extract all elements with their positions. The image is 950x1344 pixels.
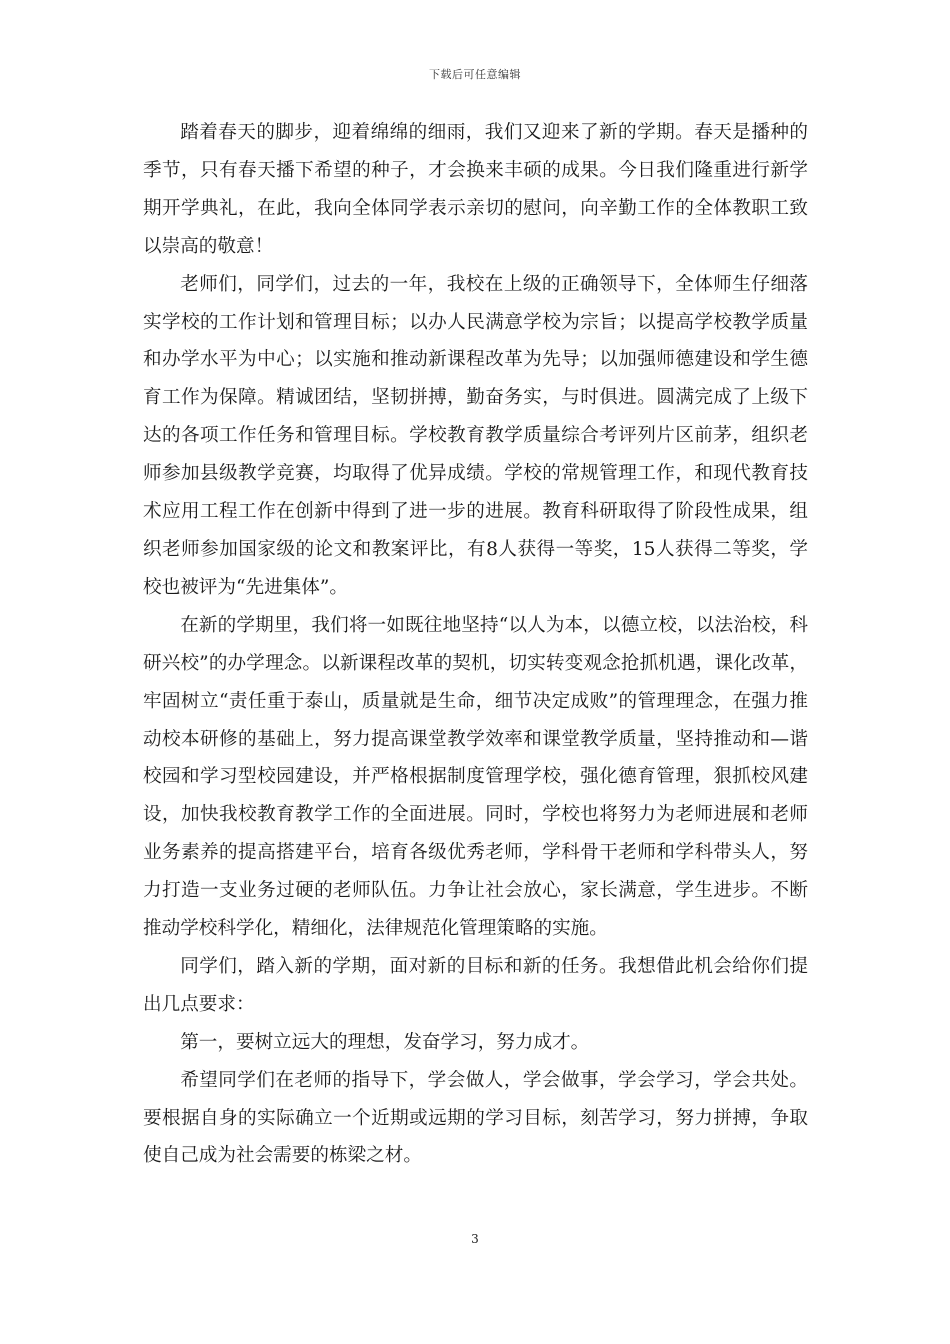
paragraph: 踏着春天的脚步，迎着绵绵的细雨，我们又迎来了新的学期。春天是播种的季节，只有春天播下希望的种子，才会换来丰硕的成果。今日我们隆重进行新学期开学典礼，在此，我向全体同学表示亲切的慰问，向辛勤工作的全体教职工致以崇高的敬意！ bbox=[143, 122, 808, 257]
document-body bbox=[143, 114, 808, 1175]
paragraph: 希望同学们在老师的指导下，学会做人，学会做事，学会学习，学会共处。要根据自身的实际确立一个近期或远期的学习目标，刻苦学习，努力拼搏，争取使自己成为社会需要的栋梁之材。 bbox=[143, 1069, 808, 1167]
paragraph: 老师们，同学们，过去的一年，我校在上级的正确领导下，全体师生仔细落实学校的工作计划和管理目标；以办人民满意学校为宗旨；以提高学校教学质量和办学水平为中心；以实施和推动新课程改革为先导；以加强师德建设和学生德育工作为保障。精诚团结，坚韧拼搏，勤奋务实，与时俱进。圆满完成了上级下达的各项工作任务和管理目标。学校教育教学质量综合考评列片区前茅，组织老师参加县级教学竞赛，均取得了优异成绩。学校的常规管理工作，和现代教育技术应用工程工作在创新中得到了进一步的进展。教育科研取得了阶段性成果，组织老师参加国家级的论文和教案评比，有8人获得一等奖，15人获得二等奖，学校也被评为“先进集体”。 bbox=[143, 273, 808, 598]
paragraph: 第一，要树立远大的理想，发奋学习，努力成才。 bbox=[180, 1031, 590, 1053]
paragraph: 在新的学期里，我们将一如既往地坚持“以人为本，以德立校，以法治校，科研兴校”的办学理念。以新课程改革的契机，切实转变观念抢抓机遇，课化改革，牢固树立“责任重于泰山，质量就是生命，细节决定成败”的管理理念，在强力推动校本研修的基础上，努力提高课堂教学效率和课堂教学质量，坚持推动和—谐校园和学习型校园建设，并严格根据制度管理学校，强化德育管理，狠抓校风建设，加快我校教育教学工作的全面进展。同时，学校也将努力为老师进展和老师业务素养的提高搭建平台，培育各级优秀老师，学科骨干老师和学科带头人，努力打造一支业务过硬的老师队伍。力争让社会放心，家长满意，学生进步。不断推动学校科学化，精细化，法律规范化管理策略的实施。 bbox=[143, 614, 808, 940]
paragraph: 同学们，踏入新的学期，面对新的目标和新的任务。我想借此机会给你们提出几点要求： bbox=[143, 955, 808, 1015]
page-number: 3 bbox=[471, 1232, 479, 1246]
page-header: 下载后可任意编辑 bbox=[429, 68, 521, 81]
